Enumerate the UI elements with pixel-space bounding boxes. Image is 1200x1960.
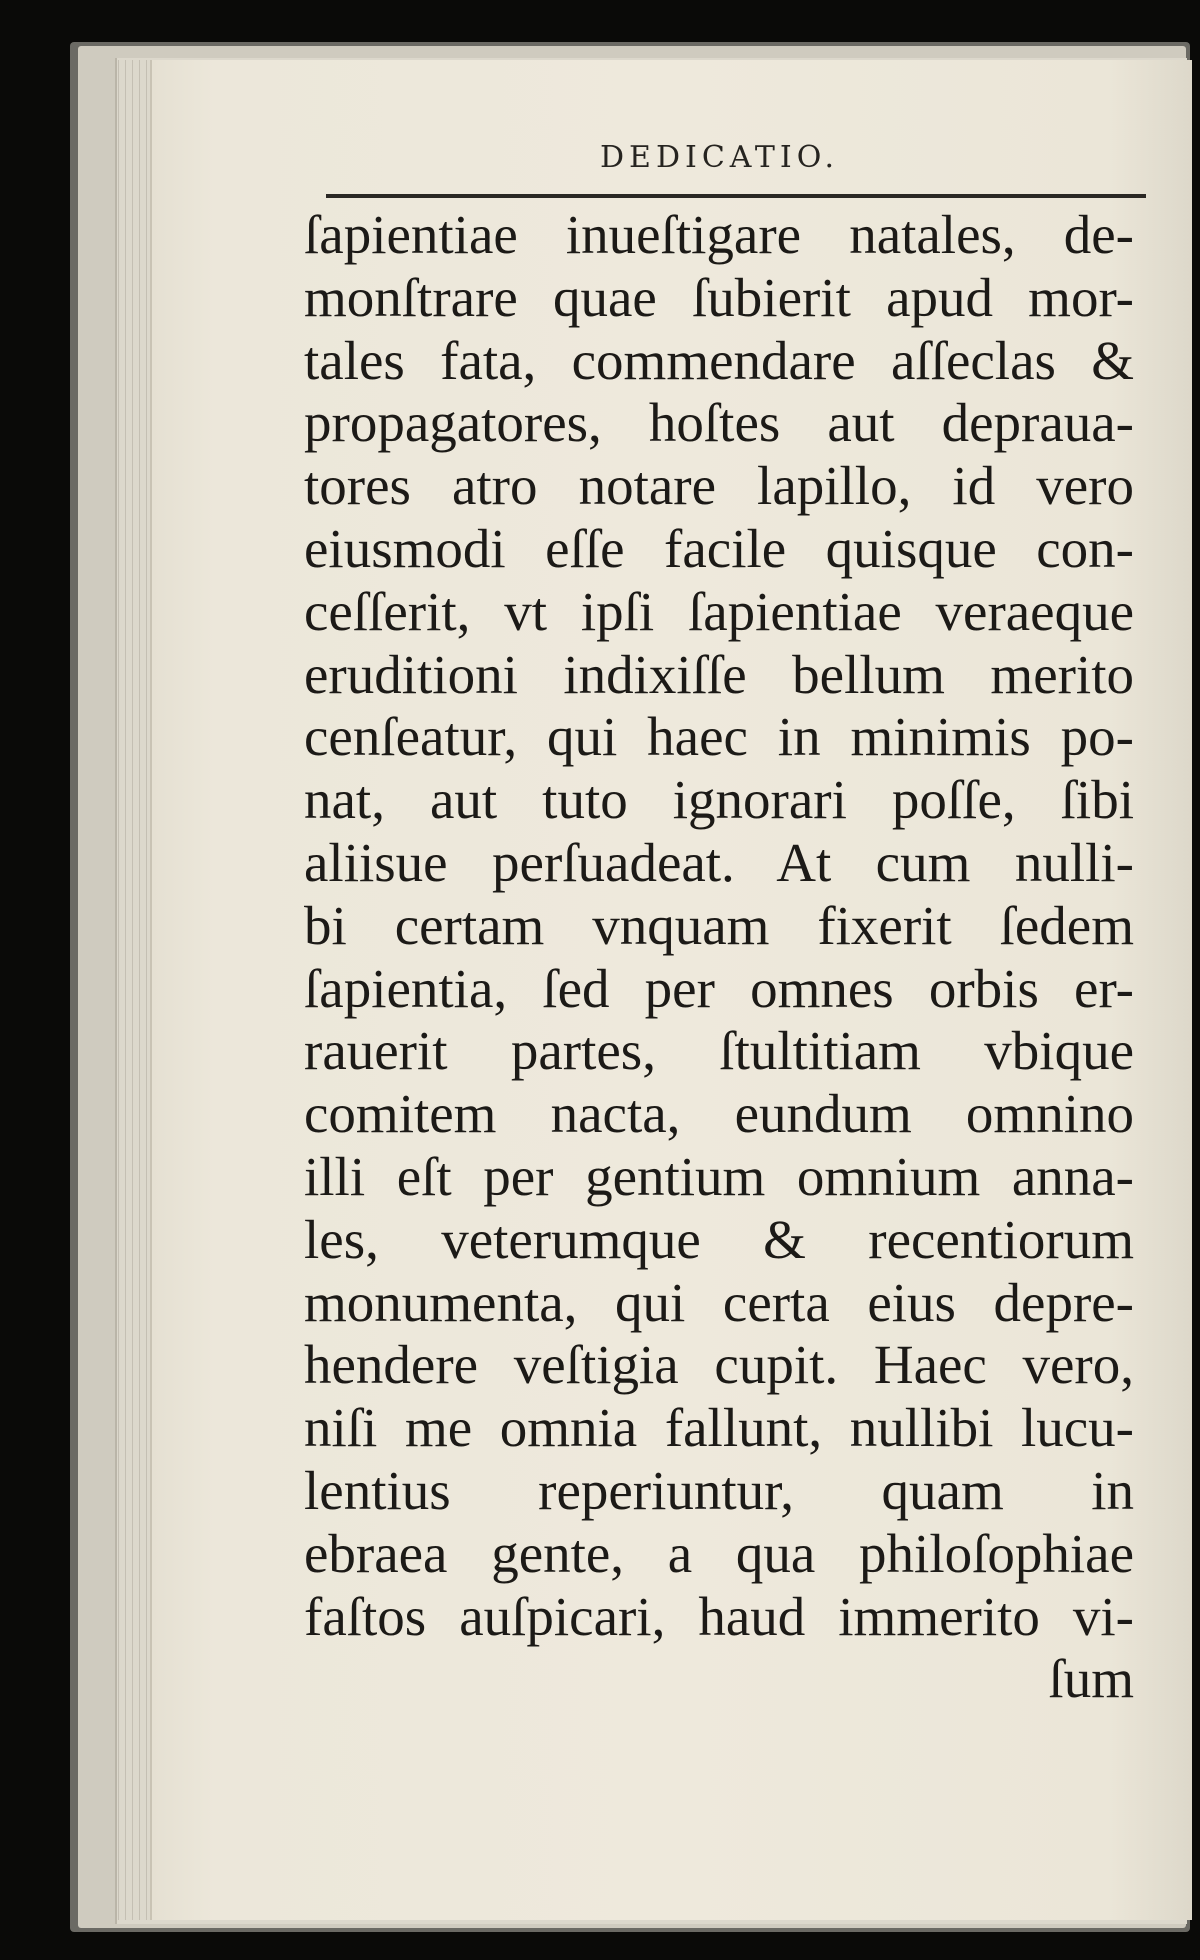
text-line: bi certam vnquam fixerit ſedem [304,894,1134,956]
text-line: eruditioni indixiſſe bellum merito [304,643,1134,705]
text-line: propagatores, hoſtes aut deprauа- [304,392,1134,454]
text-line: monumenta, qui certa eius depre- [304,1271,1134,1333]
text-line: aliisue perſuadeat. At cum nulli- [304,831,1134,893]
text-line: ſapientia, ſed per omnes orbis er- [304,957,1134,1019]
page-fold-edges [118,60,152,1920]
text-line: lentius reperiuntur, quam in [304,1459,1134,1521]
text-line: hendere veſtigia cupit. Haec vero, [304,1334,1134,1396]
text-line: cenſeatur, qui haec in minimis po- [304,706,1134,768]
text-line: les, veterumque & recentiorum [304,1208,1134,1270]
text-line: illi eſt per gentium omnium anna- [304,1145,1134,1207]
text-line: ceſſerit, vt ipſi ſapientiae veraeque [304,580,1134,642]
body-text [304,204,1134,1711]
catchword: ſum [1048,1648,1134,1710]
running-title: DEDICATIO. [600,140,840,175]
text-line: niſi me omnia fallunt, nullibi lucu- [304,1397,1134,1459]
text-line: tores atro notare lapillo, id vero [304,455,1134,517]
text-line: eiusmodi eſſe facile quisque con- [304,517,1134,579]
text-line: tales fata, commendare aſſeclas & [304,329,1134,391]
text-line: faſtos auſpicari, haud immerito vi- [304,1585,1134,1647]
text-line: monſtrare quae ſubierit apud mor- [304,266,1134,328]
text-line: ſapientiae inueſtigare natales, de- [304,204,1134,265]
text-line: comitem nacta, eundum omnino [304,1083,1134,1145]
header-rule [326,194,1146,198]
text-line: nat, aut tuto ignorari poſſe, ſibi [304,769,1134,831]
text-line: rauerit partes, ſtultitiam vbique [304,1020,1134,1082]
text-line: ebraea gente, a qua philoſophiae [304,1522,1134,1584]
